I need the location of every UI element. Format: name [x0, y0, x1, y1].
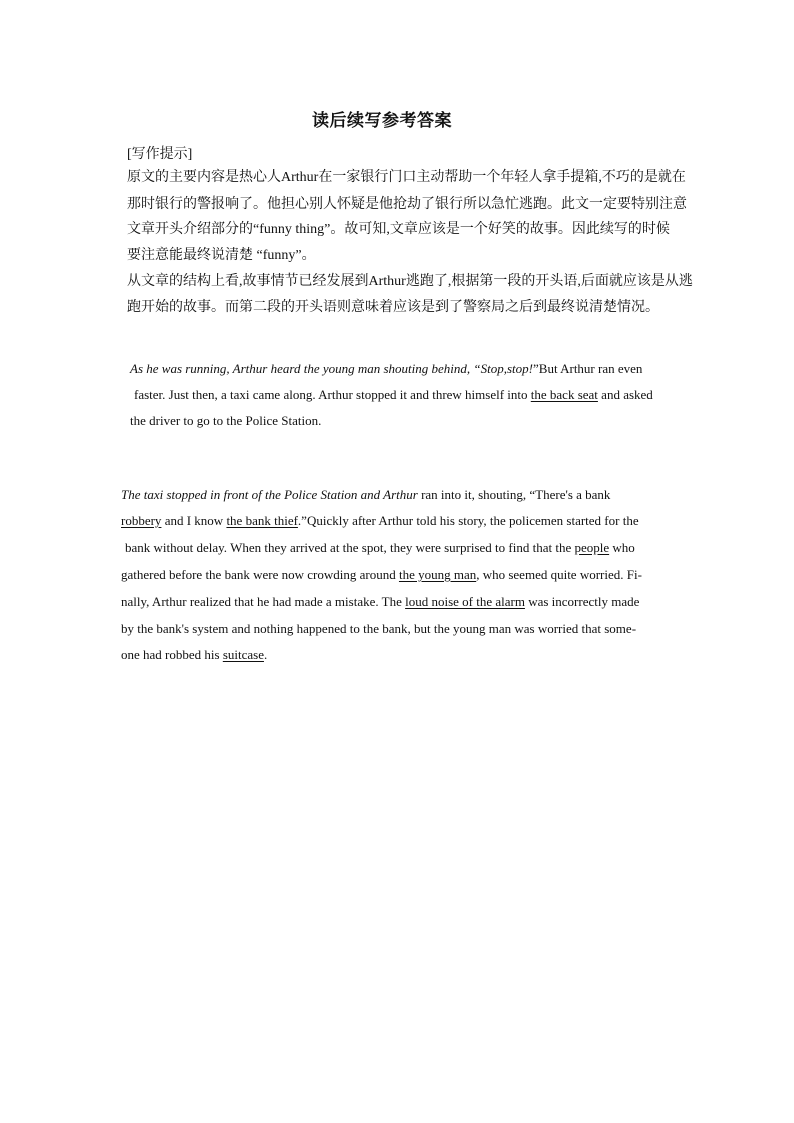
para1-line-3: the driver to go to the Police Station. [130, 413, 322, 428]
para2-line-6: by the bank's system and nothing happened to the bank, but the young man was worried that some- [121, 621, 637, 636]
para2-line7-pre: one had robbed his [121, 647, 223, 662]
para2-line7-post: . [263, 647, 268, 662]
para2-underlined-people: people [574, 540, 610, 555]
para2-underlined-alarm: loud noise of the alarm [405, 594, 525, 609]
para2-line-5 [121, 593, 639, 611]
para1-underlined-back-seat: the back seat [530, 387, 598, 402]
para1-opening-italic: As he was running, Arthur heard the young man shouting behind, “ [130, 361, 481, 376]
para2-line1-rest: ran into it, shouting, “There's a bank [417, 487, 611, 502]
page-title: 读后续写参考答案 [312, 111, 452, 130]
hint-line-5: 从文章的结构上看,故事情节已经发展到Arthur逃跑了,根据第一段的开头语,后面就应该是从逃 [127, 274, 693, 289]
para2-line-3 [125, 539, 635, 557]
para2-underlined-bank-thief: the bank thief [226, 513, 298, 528]
para2-underlined-suitcase: suitcase [222, 647, 264, 662]
para1-line-2 [134, 386, 653, 404]
para2-line5-post: was incorrectly made [524, 594, 640, 609]
para2-line-7 [121, 646, 267, 664]
para1-line2-post: and asked [597, 387, 653, 402]
para1-line1-rest: ”But Arthur ran even [533, 361, 643, 376]
para2-line5-pre: nally, Arthur realized that he had made a mistake. The [121, 594, 406, 609]
para2-line4-post: , who seemed quite worried. Fi- [476, 567, 642, 582]
para1-line-1 [130, 360, 642, 378]
para2-line3-post: who [609, 540, 635, 555]
hint-line-1: 原文的主要内容是热心人Arthur在一家银行门口主动帮助一个年轻人拿手提箱,不巧的是就在 [127, 170, 686, 185]
para2-line-4 [121, 566, 642, 584]
para1-line2-pre: faster. Just then, a taxi came along. Arthur stopped it and threw himself into [134, 387, 531, 402]
para2-line2-mid: and I know [161, 513, 227, 528]
para2-line-1 [121, 486, 610, 504]
para2-line4-pre: gathered before the bank were now crowding around [121, 567, 399, 582]
para1-quote-italic: Stop,stop! [480, 361, 534, 376]
hint-line-4: 要注意能最终说清楚 “funny”。 [127, 248, 316, 263]
para2-underlined-young-man: the young man [398, 567, 477, 582]
para2-opening-italic: The taxi stopped in front of the Police Station and Arthur [121, 487, 418, 502]
para2-line2-post: .”Quickly after Arthur told his story, the policemen started for the [297, 513, 639, 528]
para2-line3-pre: bank without delay. When they arrived at the spot, they were surprised to find that the [125, 540, 575, 555]
para2-underlined-robbery: robbery [121, 513, 162, 528]
hint-line-3: 文章开头介绍部分的“funny thing”。故可知,文章应该是一个好笑的故事。因此续写的时候 [127, 222, 670, 237]
hint-line-2: 那时银行的警报响了。他担心别人怀疑是他抢劫了银行所以急忙逃跑。此文一定要特别注意 [127, 197, 687, 212]
hint-line-6: 跑开始的故事。而第二段的开头语则意味着应该是到了警察局之后到最终说清楚情况。 [127, 300, 659, 315]
para2-line-2 [121, 512, 639, 530]
hint-label: [写作提示] [127, 147, 193, 162]
